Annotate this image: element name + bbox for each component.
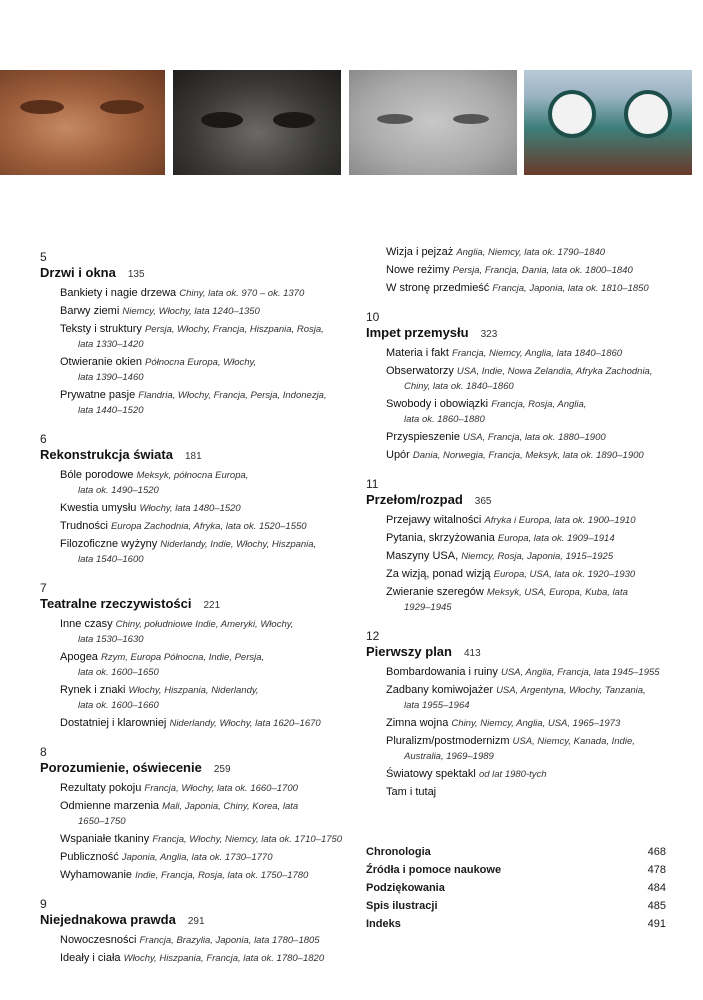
entry-subtitle: Europa, lata ok. 1909–1914 [497,533,615,544]
entry-title: Bankiety i nagie drzewa [60,287,177,299]
toc-entry [386,448,676,463]
chapter-number: 11 [366,477,379,491]
entry-subtitle: Indie, Francja, Rosja, lata ok. 1750–1780 [135,870,309,881]
entry-title: W stronę przedmieść [386,282,490,294]
chapter-title-text: Niejednakowa prawda [40,912,176,927]
header-photo-strip [0,70,703,175]
toc-entry [60,355,350,385]
entry-title: Swobody i obowiązki [386,398,489,410]
entry-title: Obserwatorzy [386,365,454,377]
entry-subtitle: Meksyk, północna Europa, [136,470,249,481]
pharaoh-face-photo [173,70,341,175]
entry-subtitle: Niderlandy, Włochy, lata 1620–1670 [169,718,321,729]
toc-entry [386,567,676,582]
entry-title: Rezultaty pokoju [60,782,142,794]
chapter-number: 10 [366,310,380,324]
toc-entry [60,868,350,883]
portrait-eyes-photo [349,70,517,175]
entry-title: Materia i fakt [386,347,449,359]
entry-title: Ideały i ciała [60,952,121,964]
chapter-page: 291 [187,916,205,927]
chapter-9 [40,897,350,966]
toc-entry [60,650,350,680]
entry-title: Apogea [60,651,98,663]
chapter-12 [366,629,676,800]
toc-entry [386,364,676,394]
chapter-title [40,446,350,465]
chapter-title [40,595,350,614]
entry-title: Prywatne pasje [60,389,136,401]
entry-subtitle: Meksyk, USA, Europa, Kuba, lata [486,587,628,598]
entry-subtitle: Europa, USA, lata ok. 1920–1930 [493,569,636,580]
toc-entry [60,501,350,516]
chapter-page: 413 [463,648,481,659]
entry-subtitle: USA, Francja, lata ok. 1880–1900 [463,432,606,443]
toc-entry [386,245,676,260]
entry-title: Wyhamowanie [60,869,133,881]
toc-entry [386,397,676,427]
chapter-10 [366,310,676,463]
back-matter-item [366,915,666,933]
toc-entry [386,716,676,731]
back-matter-item [366,879,666,897]
chapter-page: 365 [474,496,492,507]
entry-title: Inne czasy [60,618,113,630]
toc-entry [60,933,350,948]
back-matter-label: Podziękowania [366,882,445,894]
toc-entry [60,468,350,498]
toc-entry [60,832,350,847]
entry-subtitle-continued: lata ok. 1600–1660 [78,700,159,711]
entry-title: Filozoficzne wyżyny [60,538,158,550]
back-matter-item [366,843,666,861]
entry-subtitle-continued: 1929–1945 [404,602,452,613]
entry-subtitle-continued: lata 1330–1420 [78,339,144,350]
chapter-title [366,324,676,343]
entry-subtitle: Włochy, lata 1480–1520 [139,503,241,514]
entry-subtitle: Włochy, Hiszpania, Francja, lata ok. 1780–1820 [123,953,325,964]
painted-mask-photo [524,70,692,175]
entry-subtitle-continued: lata ok. 1600–1650 [78,667,159,678]
toc-entry [60,617,350,647]
entry-subtitle: Persja, Francja, Dania, lata ok. 1800–1840 [452,265,633,276]
entry-title: Pluralizm/postmodernizm [386,735,510,747]
toc-right-column [366,246,676,814]
entry-subtitle: Chiny, lata ok. 970 – ok. 1370 [179,288,305,299]
entry-subtitle: Francja, Rosja, Anglia, [491,399,587,410]
toc-entry [386,281,676,296]
entry-title: Pytania, skrzyżowania [386,532,495,544]
back-matter-page: 491 [647,918,666,930]
chapter-number: 9 [40,897,47,911]
chapter-number: 12 [366,629,380,643]
entry-title: Zadbany komiwojażer [386,684,493,696]
chapter-title-text: Porozumienie, oświecenie [40,760,202,775]
entry-subtitle: od lat 1980-tych [478,769,547,780]
chapter-page: 181 [184,451,202,462]
entry-title: Barwy ziemi [60,305,120,317]
toc-left-column [40,250,350,980]
toc-entry [60,304,350,319]
toc-entry [386,513,676,528]
back-matter-list [366,843,666,933]
entry-subtitle: Mali, Japonia, Chiny, Korea, lata [162,801,299,812]
back-matter-page: 478 [647,864,666,876]
toc-entry [60,716,350,731]
toc-entry [60,322,350,352]
toc-entry [386,430,676,445]
chapter-5 [40,250,350,418]
entry-title: Przyspieszenie [386,431,460,443]
toc-entry [386,665,676,680]
entry-title: Dostatniej i klarowniej [60,717,167,729]
entry-title: Otwieranie okien [60,356,142,368]
entry-title: Bombardowania i ruiny [386,666,498,678]
entry-subtitle: Niemcy, Włochy, lata 1240–1350 [122,306,260,317]
entry-subtitle: Francja, Brazylia, Japonia, lata 1780–1805 [139,935,320,946]
toc-entry [386,767,676,782]
back-matter-page: 484 [647,882,666,894]
back-matter-page: 468 [647,846,666,858]
entry-title: Kwestia umysłu [60,502,137,514]
entry-subtitle-continued: lata 1540–1600 [78,554,144,565]
chapter-title-text: Drzwi i okna [40,265,116,280]
entry-title: Nowe reżimy [386,264,450,276]
toc-entry [60,388,350,418]
chapter-title-text: Teatralne rzeczywistości [40,596,192,611]
sculpture-face-photo-1 [0,70,165,175]
chapter-title [40,911,350,930]
chapter-page: 221 [203,600,221,611]
entry-subtitle-continued: Australia, 1969–1989 [404,751,494,762]
toc-entry [60,519,350,534]
entry-title: Bóle porodowe [60,469,134,481]
entry-subtitle: Włochy, Hiszpania, Niderlandy, [128,685,259,696]
entry-title: Odmienne marzenia [60,800,160,812]
entry-title: Wizja i pejzaż [386,246,454,258]
entry-subtitle: Niemcy, Rosja, Japonia, 1915–1925 [461,551,614,562]
toc-entry [386,346,676,361]
entry-subtitle: Niderlandy, Indie, Włochy, Hiszpania, [160,539,317,550]
toc-entry [60,781,350,796]
toc-entry [60,951,350,966]
entry-subtitle: Flandria, Włochy, Francja, Persja, Indonezja, [138,390,327,401]
toc-entry [60,799,350,829]
chapter-title [40,264,350,283]
entry-subtitle: Francja, Włochy, lata ok. 1660–1700 [144,783,298,794]
entry-title: Tam i tutaj [386,786,437,798]
toc-entry [386,734,676,764]
chapter-title-text: Pierwszy plan [366,644,452,659]
entry-subtitle: Dania, Norwegia, Francja, Meksyk, lata ok. 1890–1900 [412,450,644,461]
back-matter-label: Źródła i pomoce naukowe [366,864,502,876]
entry-subtitle: USA, Indie, Nowa Zelandia, Afryka Zachodnia, [456,366,653,377]
back-matter-label: Spis ilustracji [366,900,438,912]
entry-title: Światowy spektakl [386,768,476,780]
entry-title: Wspaniałe tkaniny [60,833,150,845]
back-matter-label: Indeks [366,918,401,930]
entry-title: Trudności [60,520,108,532]
toc-entry [60,683,350,713]
chapter-title [366,491,676,510]
entry-subtitle: Anglia, Niemcy, lata ok. 1790–1840 [456,247,606,258]
entry-subtitle-continued: 1650–1750 [78,816,126,827]
entry-subtitle: USA, Niemcy, Kanada, Indie, [512,736,635,747]
back-matter-page: 485 [647,900,666,912]
chapter-page: 323 [480,329,498,340]
entry-subtitle-continued: lata 1955–1964 [404,700,470,711]
entry-subtitle: Francja, Włochy, Niemcy, lata ok. 1710–1750 [152,834,343,845]
entry-title: Przejawy witalności [386,514,482,526]
chapter-11 [366,477,676,615]
chapter-title-text: Przełom/rozpad [366,492,463,507]
toc-entry [386,585,676,615]
entry-subtitle-continued: lata 1530–1630 [78,634,144,645]
back-matter-item [366,897,666,915]
entry-subtitle: Francja, Niemcy, Anglia, lata 1840–1860 [452,348,623,359]
toc-entry [60,286,350,301]
entry-title: Zimna wojna [386,717,449,729]
entry-title: Rynek i znaki [60,684,126,696]
chapter-number: 5 [40,250,47,264]
entry-title: Teksty i struktury [60,323,142,335]
chapter-6 [40,432,350,567]
entry-title: Za wizją, ponad wizją [386,568,491,580]
toc-entry [386,531,676,546]
entry-subtitle: Chiny, południowe Indie, Ameryki, Włochy, [115,619,294,630]
chapter-number: 8 [40,745,47,759]
entry-title: Maszyny USA, [386,550,459,562]
entry-subtitle: Afryka i Europa, lata ok. 1900–1910 [484,515,636,526]
entry-title: Upór [386,449,410,461]
entry-subtitle: Persja, Włochy, Francja, Hiszpania, Rosja, [144,324,324,335]
entry-title: Zwieranie szeregów [386,586,484,598]
entry-subtitle-continued: lata 1390–1460 [78,372,144,383]
entry-subtitle: Francja, Japonia, lata ok. 1810–1850 [492,283,649,294]
entry-title: Publiczność [60,851,119,863]
entry-title: Nowoczesności [60,934,137,946]
entry-subtitle-continued: Chiny, lata ok. 1840–1860 [404,381,514,392]
back-matter-item [366,861,666,879]
toc-entry [386,785,676,800]
toc-entry [386,263,676,278]
toc-entry [60,850,350,865]
entry-subtitle: Północna Europa, Włochy, [145,357,257,368]
chapter-title-text: Rekonstrukcja świata [40,447,173,462]
entry-subtitle: USA, Argentyna, Włochy, Tanzania, [496,685,646,696]
entry-subtitle: USA, Anglia, Francja, lata 1945–1955 [500,667,660,678]
chapter-number: 7 [40,581,47,595]
chapter-title [40,759,350,778]
entry-subtitle-continued: lata ok. 1860–1880 [404,414,485,425]
toc-entry [60,537,350,567]
entry-subtitle: Rzym, Europa Północna, Indie, Persja, [101,652,265,663]
chapter-title-text: Impet przemysłu [366,325,469,340]
chapter-page: 135 [127,269,145,280]
chapter-9-continued [366,245,676,296]
entry-subtitle-continued: lata ok. 1490–1520 [78,485,159,496]
chapter-number: 6 [40,432,47,446]
toc-entry [386,549,676,564]
entry-subtitle: Chiny, Niemcy, Anglia, USA, 1965–1973 [451,718,621,729]
chapter-title [366,643,676,662]
entry-subtitle: Europa Zachodnia, Afryka, lata ok. 1520–1550 [110,521,307,532]
back-matter-label: Chronologia [366,846,431,858]
entry-subtitle-continued: lata 1440–1520 [78,405,144,416]
chapter-8 [40,745,350,883]
chapter-page: 259 [213,764,231,775]
chapter-7 [40,581,350,731]
entry-subtitle: Japonia, Anglia, lata ok. 1730–1770 [121,852,273,863]
toc-entry [386,683,676,713]
